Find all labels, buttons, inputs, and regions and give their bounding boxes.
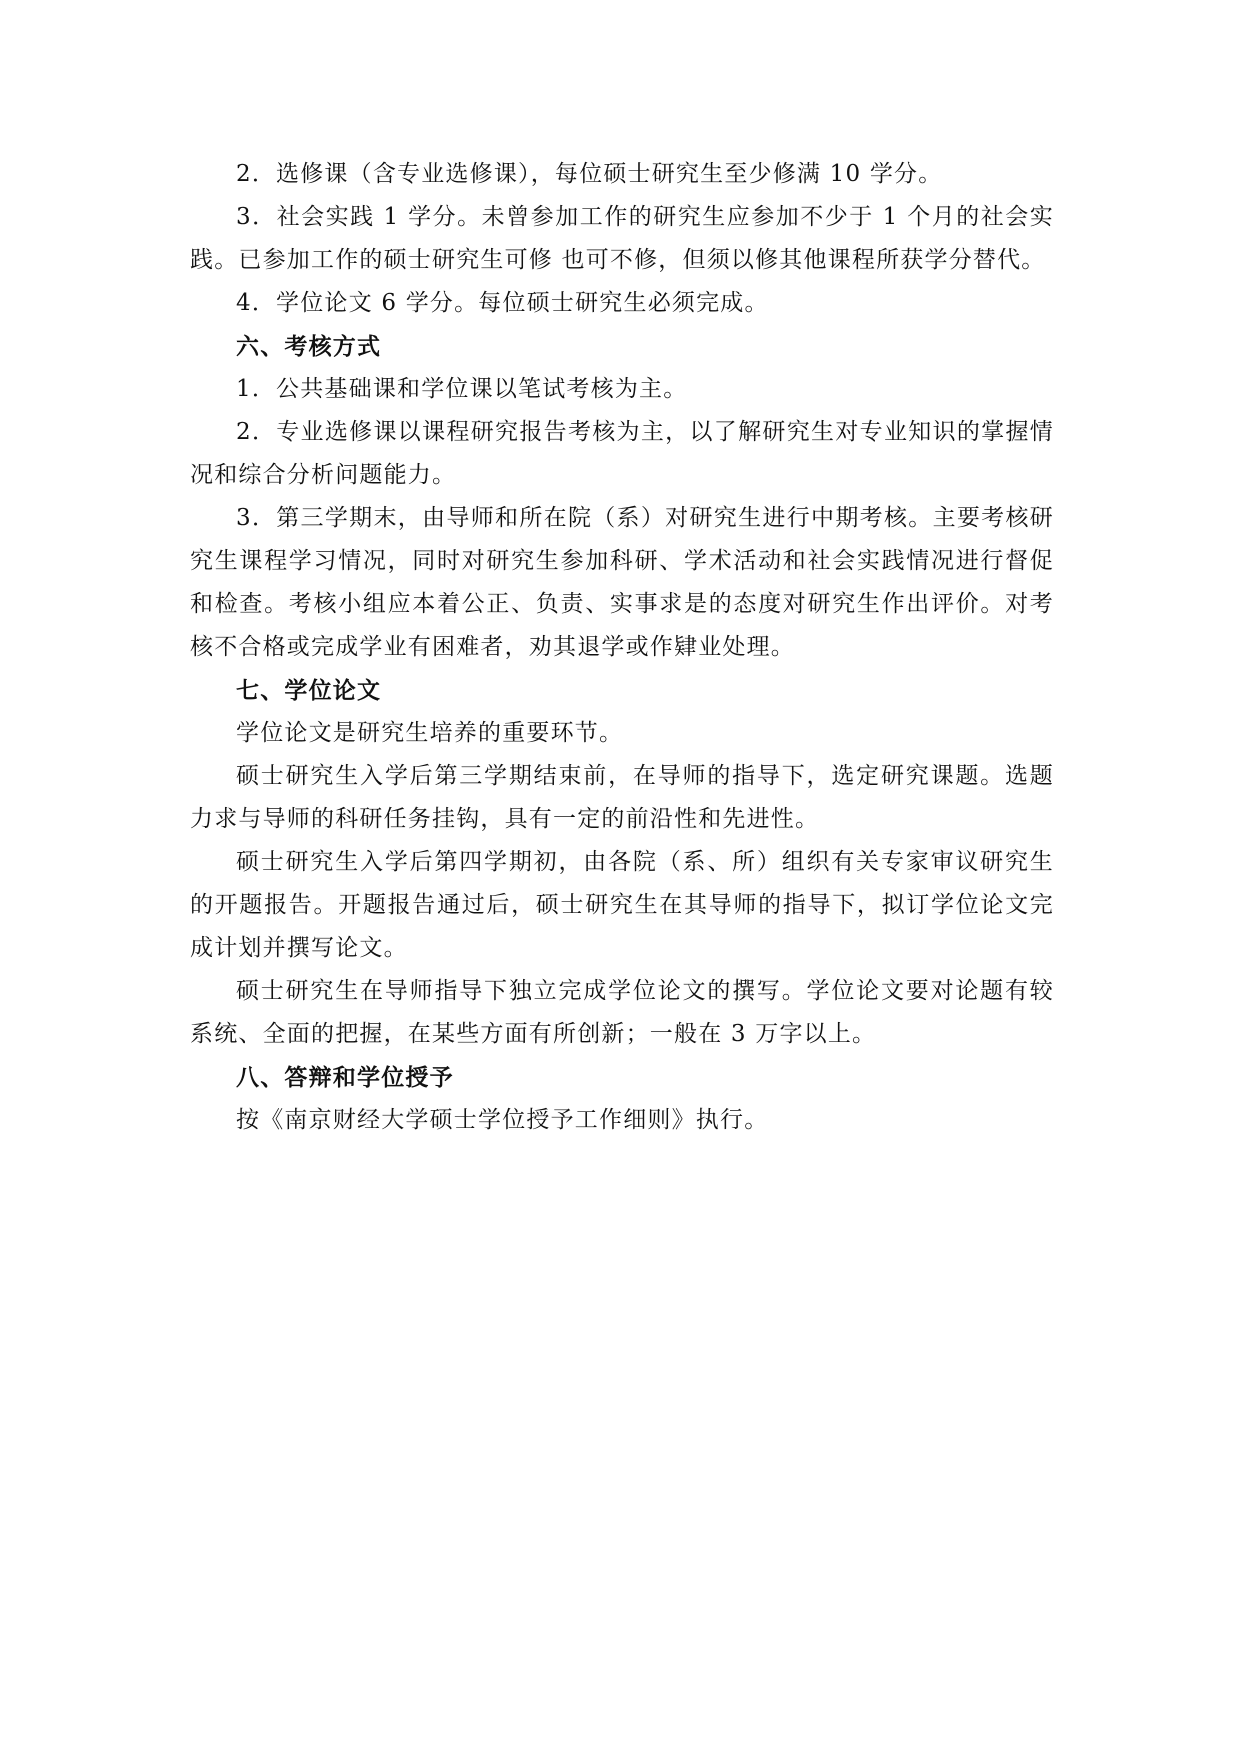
paragraph-thesis-writing: 硕士研究生在导师指导下独立完成学位论文的撰写。学位论文要对论题有较系统、全面的把握，在某些方面有所创新；一般在 3 万字以上。 xyxy=(190,978,1054,1047)
paragraph-proposal-review: 硕士研究生入学后第四学期初，由各院（系、所）组织有关专家审议研究生的开题报告。开题报告通过后，硕士研究生在其导师的指导下，拟订学位论文完成计划并撰写论文。 xyxy=(190,849,1054,961)
paragraph-social-practice: 3．社会实践 1 学分。未曾参加工作的研究生应参加不少于 1 个月的社会实践。已参加工作的硕士研究生可修 也可不修，但须以修其他课程所获学分替代。 xyxy=(190,204,1054,273)
document-body xyxy=(190,153,1054,1142)
section-heading-assessment: 六、考核方式 xyxy=(236,333,382,360)
section-heading-defense: 八、答辩和学位授予 xyxy=(236,1064,454,1091)
paragraph-written-exam: 1．公共基础课和学位课以笔试考核为主。 xyxy=(236,376,688,402)
paragraph-thesis-credits: 4．学位论文 6 学分。每位硕士研究生必须完成。 xyxy=(236,290,769,316)
section-heading-thesis: 七、学位论文 xyxy=(236,677,382,704)
paragraph-elective-courses: 2．选修课（含专业选修课），每位硕士研究生至少修满 10 学分。 xyxy=(236,161,943,187)
paragraph-topic-selection: 硕士研究生入学后第三学期结束前，在导师的指导下，选定研究课题。选题力求与导师的科研任务挂钩，具有一定的前沿性和先进性。 xyxy=(190,763,1054,832)
paragraph-research-report: 2．专业选修课以课程研究报告考核为主，以了解研究生对专业知识的掌握情况和综合分析问题能力。 xyxy=(190,419,1054,488)
paragraph-degree-rules: 按《南京财经大学硕士学位授予工作细则》执行。 xyxy=(236,1107,769,1133)
paragraph-thesis-importance: 学位论文是研究生培养的重要环节。 xyxy=(236,720,624,746)
paragraph-midterm-review: 3．第三学期末，由导师和所在院（系）对研究生进行中期考核。主要考核研究生课程学习情况，同时对研究生参加科研、学术活动和社会实践情况进行督促和检查。考核小组应本着公正、负责、实事求是的态度对研究生作出评价。对考核不合格或完成学业有困难者，劝其退学或作肄业处理。 xyxy=(190,505,1054,660)
